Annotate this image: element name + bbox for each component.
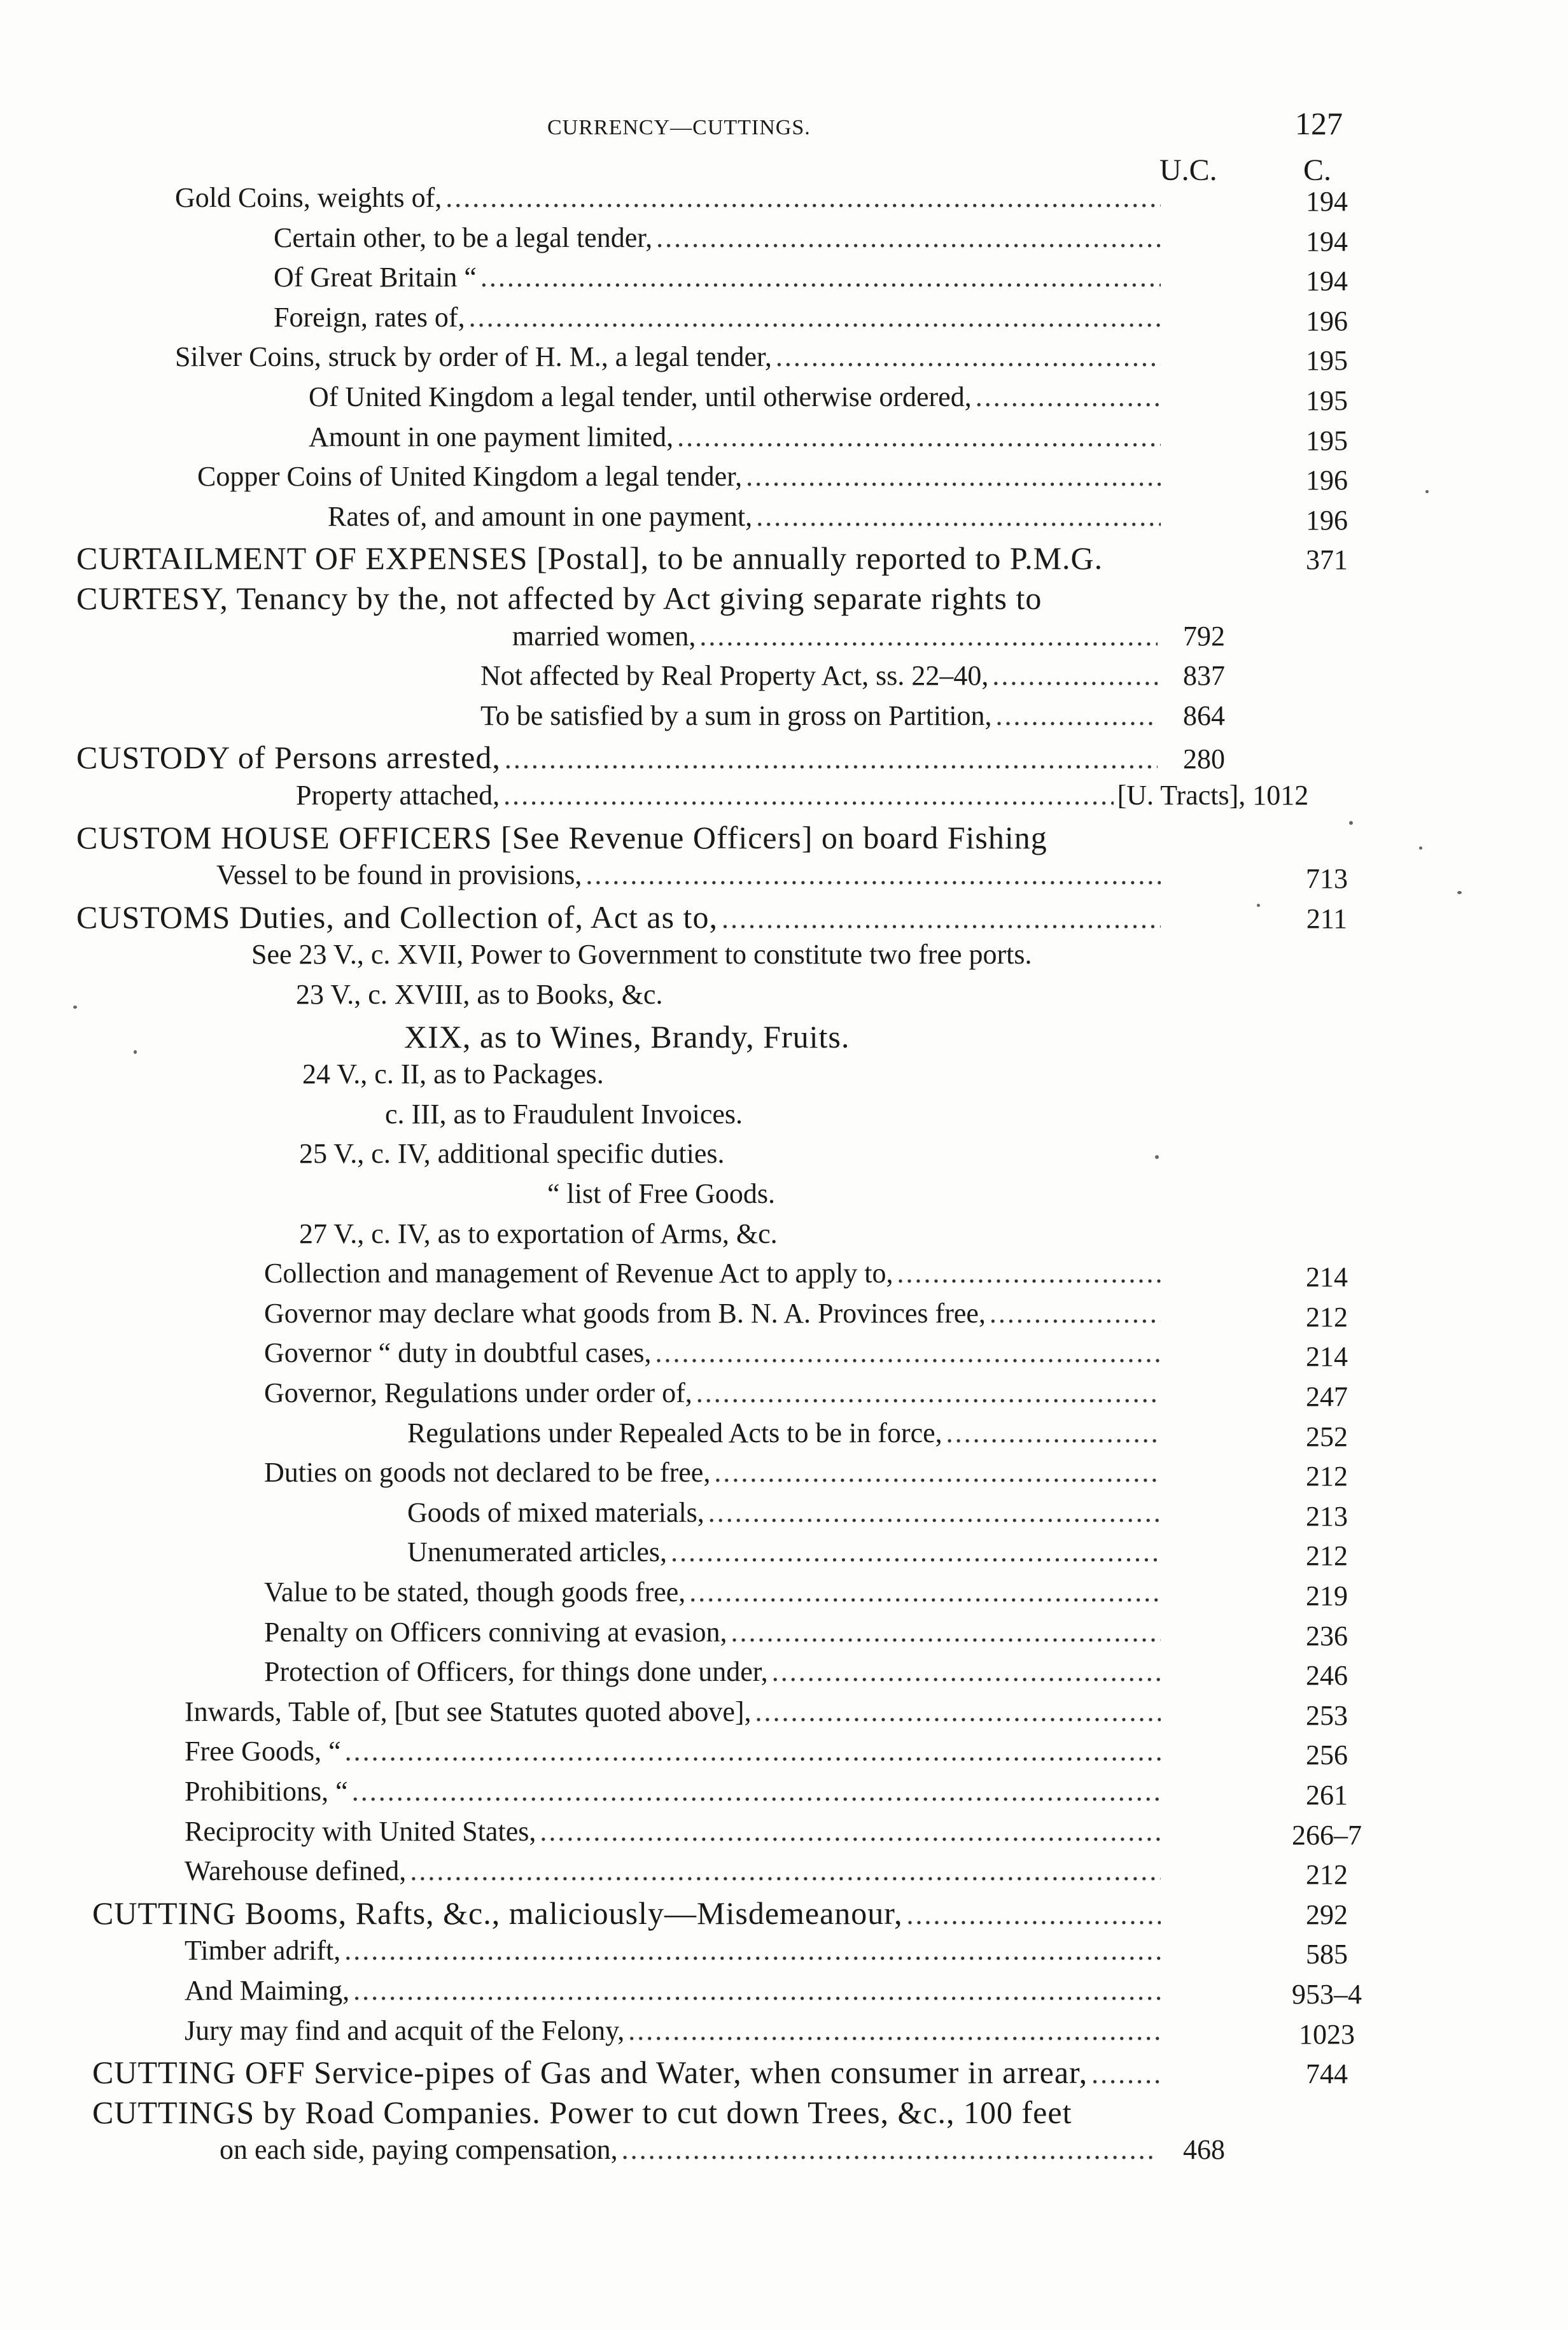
entry-text: CUSTOMS Duties, and Collection of, Act as to,: [76, 899, 718, 935]
index-entry: [404, 1018, 1165, 1058]
index-entry: [220, 2133, 1225, 2173]
entry-text: Of Great Britain “: [274, 262, 477, 293]
entry-c-page: 261: [1306, 1779, 1348, 1811]
entry-text: Governor may declare what goods from B. N. A. Provinces free,: [264, 1298, 986, 1329]
entry-text: Timber adrift,: [185, 1935, 341, 1966]
entry-text: CURTAILMENT OF EXPENSES [Postal], to be annually reported to P.M.G.: [76, 540, 1103, 576]
entry-text: Copper Coins of United Kingdom a legal tender,: [197, 461, 743, 492]
entry-c-page: 247: [1306, 1381, 1348, 1412]
entry-c-page: 194: [1306, 265, 1348, 297]
dot-leader: [344, 1934, 1161, 1967]
entry-c-page: 585: [1306, 1939, 1348, 1970]
index-entry: [264, 1576, 1165, 1615]
dot-leader: [756, 500, 1161, 533]
dot-leader: [656, 221, 1161, 254]
scan-speck: [1457, 891, 1462, 894]
index-entry: [512, 620, 1225, 659]
entry-text: To be satisfied by a sum in gross on Partition,: [480, 700, 992, 731]
index-entry: [264, 1297, 1165, 1337]
entry-c-page: 371: [1306, 544, 1348, 575]
index-entry: [92, 1895, 1165, 1934]
entry-text: Collection and management of Revenue Act to apply to,: [264, 1258, 893, 1289]
entry-text: XIX, as to Wines, Brandy, Fruits.: [404, 1019, 850, 1055]
entry-c-page: 213: [1306, 1501, 1348, 1532]
dot-leader: [655, 1337, 1161, 1369]
dot-leader: [990, 1297, 1161, 1330]
index-entry: [92, 2094, 1165, 2133]
index-entry: [296, 978, 1165, 1018]
index-entry: [185, 1934, 1165, 1974]
index-entry: [274, 221, 1165, 261]
index-entry: [185, 1815, 1165, 1855]
entry-c-page: 211: [1306, 903, 1348, 934]
entry-text: c. III, as to Fraudulent Invoices.: [385, 1098, 743, 1130]
entry-text: And Maiming,: [185, 1975, 350, 2006]
entry-c-page: 194: [1306, 226, 1348, 257]
dot-leader: [699, 620, 1158, 652]
dot-leader: [722, 902, 1161, 935]
entry-text: CUSTOM HOUSE OFFICERS [See Revenue Officers] on board Fishing: [76, 820, 1047, 855]
index-entry: [296, 779, 1309, 818]
entry-c-page: 292: [1306, 1899, 1348, 1930]
dot-leader: [445, 181, 1161, 214]
dot-leader: [410, 1855, 1161, 1887]
index-entry: [274, 301, 1165, 340]
entry-text: married women,: [512, 621, 696, 652]
entry-text: CUTTINGS by Road Companies. Power to cut down Trees, &c., 100 feet: [92, 2095, 1072, 2130]
page-number: 127: [1295, 106, 1343, 141]
index-entry: [92, 2054, 1165, 2093]
index-entry: [185, 1974, 1165, 2014]
index-entry: [264, 1616, 1165, 1655]
index-entry: [197, 460, 1165, 500]
dot-leader: [992, 659, 1158, 692]
entry-text: “ list of Free Goods.: [547, 1178, 776, 1209]
index-entry: [480, 699, 1225, 739]
entry-text: Penalty on Officers conniving at evasion,: [264, 1617, 727, 1648]
column-header-c: C.: [1303, 153, 1332, 187]
dot-leader: [540, 1815, 1161, 1848]
entry-text: Amount in one payment limited,: [309, 421, 674, 453]
scan-speck: [1155, 1155, 1159, 1159]
dot-leader: [622, 2133, 1158, 2166]
index-entry: [407, 1417, 1165, 1456]
index-entry: [309, 421, 1165, 460]
entry-c-page: 212: [1306, 1540, 1348, 1571]
index-entry: [185, 1695, 1165, 1735]
entry-c-page: 195: [1306, 385, 1348, 416]
entry-text: Governor “ duty in doubtful cases,: [264, 1337, 652, 1368]
dot-leader: [906, 1898, 1161, 1931]
entry-text: 23 V., c. XVIII, as to Books, &c.: [296, 979, 663, 1010]
dot-leader: [731, 1616, 1161, 1648]
entry-uc-page: 280: [1183, 743, 1225, 775]
index-entry: [274, 261, 1165, 300]
entry-text: Gold Coins, weights of,: [175, 182, 442, 213]
entry-text: Of United Kingdom a legal tender, until otherwise ordered,: [309, 381, 972, 412]
index-entry: [264, 1655, 1165, 1695]
index-entry: [175, 181, 1165, 221]
entry-text: 27 V., c. IV, as to exportation of Arms, &c.: [299, 1218, 778, 1249]
entry-c-page: 212: [1306, 1302, 1348, 1333]
index-entry: [76, 540, 1165, 579]
scan-speck: [1349, 821, 1353, 825]
entry-text: CUSTODY of Persons arrested,: [76, 740, 501, 775]
entry-c-page: 195: [1306, 425, 1348, 456]
dot-leader: [755, 1695, 1161, 1728]
entry-c-page: 256: [1306, 1739, 1348, 1771]
entry-text: See 23 V., c. XVII, Power to Government to constitute two free ports.: [251, 939, 1032, 970]
entry-text: Goods of mixed materials,: [407, 1497, 704, 1528]
entry-text: Inwards, Table of, [but see Statutes quoted above],: [185, 1696, 752, 1727]
scan-speck: [1257, 904, 1260, 907]
dot-leader: [677, 421, 1161, 453]
scan-speck: [134, 1050, 137, 1054]
dot-leader: [696, 1377, 1161, 1409]
entry-text: Warehouse defined,: [185, 1855, 407, 1886]
entry-c-page: 196: [1306, 305, 1348, 337]
scan-speck: [1425, 490, 1429, 493]
dot-leader: [976, 381, 1161, 413]
dot-leader: [352, 1775, 1161, 1807]
entry-c-page: 214: [1306, 1261, 1348, 1293]
dot-leader: [714, 1456, 1161, 1489]
index-entry: [185, 1855, 1165, 1894]
index-entry: [302, 1058, 1165, 1097]
index-entry: [407, 1536, 1165, 1575]
entry-text: on each side, paying compensation,: [220, 2134, 618, 2165]
index-entry: [76, 739, 1225, 778]
entry-c-page: 212: [1306, 1461, 1348, 1492]
index-entry: [264, 1456, 1165, 1496]
entry-c-page: 253: [1306, 1700, 1348, 1731]
index-entry: [175, 340, 1165, 380]
entry-text: Certain other, to be a legal tender,: [274, 222, 653, 253]
entry-c-page: 196: [1306, 505, 1348, 536]
index-entry: [76, 899, 1165, 938]
scan-speck: [73, 1006, 77, 1009]
entry-text: Silver Coins, struck by order of H. M., a legal tender,: [175, 341, 772, 372]
dot-leader: [746, 460, 1161, 493]
dot-leader: [345, 1735, 1161, 1767]
entry-c-page: 196: [1306, 465, 1348, 496]
entry-text: Unenumerated articles,: [407, 1536, 668, 1568]
entry-text: Foreign, rates of,: [274, 302, 465, 333]
dot-leader: [897, 1257, 1161, 1289]
index-entry: [480, 659, 1225, 699]
index-entry: [299, 1218, 1165, 1257]
entry-text: Rates of, and amount in one payment,: [328, 501, 753, 532]
index-entry: [299, 1137, 1165, 1177]
dot-leader: [480, 261, 1161, 293]
entry-c-page: 236: [1306, 1620, 1348, 1652]
index-entry: [264, 1257, 1165, 1296]
entry-text: 25 V., c. IV, additional specific duties.: [299, 1138, 725, 1169]
index-entry: [185, 1735, 1165, 1774]
entry-uc-page: 468: [1183, 2134, 1225, 2165]
entry-c-page: 195: [1306, 345, 1348, 376]
index-entry: [251, 938, 1165, 978]
entry-text: CURTESY, Tenancy by the, not affected by Act giving separate rights to: [76, 580, 1042, 616]
index-entry: [385, 1098, 1165, 1137]
column-header-uc: U.C.: [1159, 153, 1217, 187]
dot-leader: [708, 1496, 1161, 1529]
dot-leader: [503, 779, 1113, 811]
entry-c-page: 252: [1306, 1421, 1348, 1452]
entry-text: Governor, Regulations under order of,: [264, 1377, 692, 1408]
dot-leader: [469, 301, 1161, 333]
running-head: CURRENCY—CUTTINGS.: [547, 116, 811, 139]
entry-c-page: 214: [1306, 1341, 1348, 1372]
dot-leader: [996, 699, 1158, 732]
dot-leader: [1091, 2058, 1161, 2090]
index-entry: [216, 859, 1165, 898]
entry-text: Free Goods, “: [185, 1736, 341, 1767]
entry-text: 24 V., c. II, as to Packages.: [302, 1058, 604, 1090]
dot-leader: [353, 1974, 1161, 2007]
dot-leader: [585, 859, 1161, 891]
entry-uc-page: 792: [1183, 621, 1225, 652]
index-entry: [185, 1775, 1165, 1814]
index-entry: [76, 819, 1165, 859]
entry-c-page: 953–4: [1292, 1979, 1362, 2010]
entry-c-page: 713: [1306, 863, 1348, 894]
entry-c-page: 266–7: [1292, 1820, 1362, 1851]
entry-c-page: 246: [1306, 1660, 1348, 1691]
entry-text: Vessel to be found in provisions,: [216, 859, 582, 890]
entry-c-page: 212: [1306, 1859, 1348, 1890]
entry-text: Value to be stated, though goods free,: [264, 1576, 686, 1608]
dot-leader: [671, 1536, 1161, 1568]
entry-c-page: 1023: [1299, 2019, 1355, 2050]
dot-leader: [505, 743, 1158, 775]
dot-leader: [772, 1655, 1161, 1688]
index-entry: [264, 1377, 1165, 1416]
index-entry: [309, 381, 1165, 420]
entry-text: Not affected by Real Property Act, ss. 22–40,: [480, 660, 989, 691]
dot-leader: [946, 1417, 1161, 1449]
index-entry: [328, 500, 1165, 540]
index-entry: [407, 1496, 1165, 1536]
dot-leader: [776, 340, 1161, 373]
scan-speck: [1419, 846, 1422, 850]
index-entry: [76, 580, 1165, 619]
index-entry: [185, 2014, 1165, 2054]
entry-text: Protection of Officers, for things done under,: [264, 1656, 768, 1687]
index-entry: [547, 1177, 1165, 1217]
entry-text: Reciprocity with United States,: [185, 1816, 536, 1847]
entry-text: Jury may find and acquit of the Felony,: [185, 2015, 625, 2046]
entry-uc-page: 864: [1183, 700, 1225, 731]
dot-leader: [689, 1576, 1161, 1608]
entry-uc-page: [U. Tracts], 1012: [1117, 780, 1309, 811]
entry-text: Prohibitions, “: [185, 1776, 348, 1807]
entry-c-page: 744: [1306, 2058, 1348, 2089]
dot-leader: [628, 2014, 1161, 2047]
index-entry: [264, 1337, 1165, 1376]
entry-c-page: 219: [1306, 1580, 1348, 1611]
entry-text: CUTTING OFF Service-pipes of Gas and Water, when consumer in arrear,: [92, 2054, 1088, 2090]
entry-text: CUTTING Booms, Rafts, &c., maliciously—Misdemeanour,: [92, 1895, 903, 1931]
entry-c-page: 194: [1306, 186, 1348, 217]
entry-uc-page: 837: [1183, 660, 1225, 691]
entry-text: Regulations under Repealed Acts to be in force,: [407, 1417, 942, 1449]
entry-text: Duties on goods not declared to be free,: [264, 1457, 711, 1488]
entry-text: Property attached,: [296, 780, 500, 811]
